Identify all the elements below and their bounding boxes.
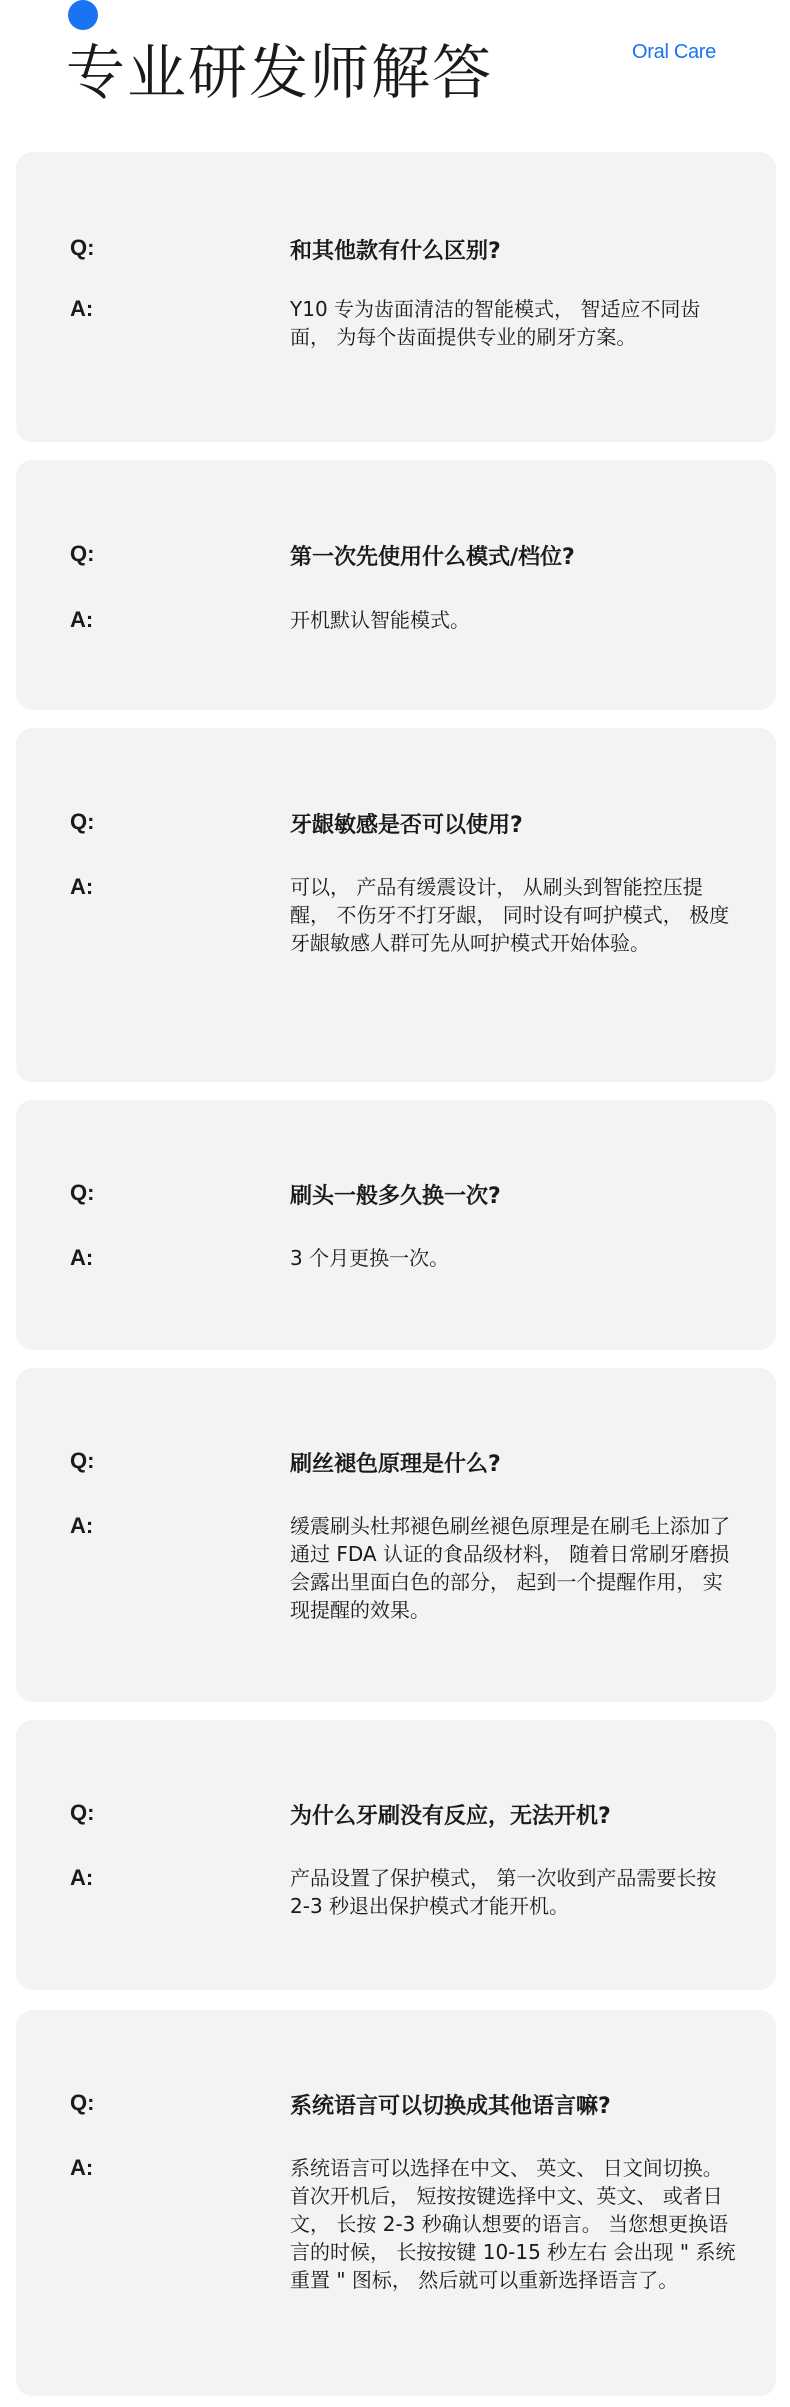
a-label: A:: [70, 2155, 94, 2180]
faq-answer: 缓震刷头杜邦褪色刷丝褪色原理是在刷毛上添加了通过 FDA 认证的食品级材料， 随着日常刷牙磨损会露出里面白色的部分， 起到一个提醒作用， 实现提醒的效果。: [290, 1514, 730, 1622]
brand-label: Oral Care: [632, 41, 716, 63]
faq-card-2: [16, 460, 776, 710]
faq-answer: 3 个月更换一次。: [290, 1246, 450, 1270]
faq-answer: 产品设置了保护模式， 第一次收到产品需要长按 2-3 秒退出保护模式才能开机。: [290, 1866, 717, 1918]
a-label: A:: [70, 296, 94, 321]
q-label: Q:: [70, 809, 95, 834]
faq-answer: 系统语言可以选择在中文、 英文、 日文间切换。 首次开机后， 短按按键选择中文、英文、 或者日文， 长按 2-3 秒确认想要的语言。 当您想更换语言的时候， 长按按键 10-15 秒左右 会出现 " 系统重置 " 图标， 然后就可以重新选择语言了。: [290, 2156, 736, 2292]
faq-card-7: [16, 2010, 776, 2396]
q-label: Q:: [70, 2090, 95, 2115]
blue-dot-icon: [68, 0, 98, 30]
a-label: A:: [70, 607, 94, 632]
q-label: Q:: [70, 541, 95, 566]
a-label: A:: [70, 1513, 94, 1538]
q-label: Q:: [70, 1800, 95, 1825]
faq-question: 为什么牙刷没有反应，无法开机?: [290, 1804, 611, 1829]
faq-question: 第一次先使用什么模式/档位?: [290, 545, 575, 570]
faq-answer: 开机默认智能模式。: [290, 608, 470, 632]
faq-card-6: [16, 1720, 776, 1990]
q-label: Q:: [70, 1180, 95, 1205]
faq-question: 牙龈敏感是否可以使用?: [290, 813, 523, 838]
faq-card-1: [16, 152, 776, 442]
q-label: Q:: [70, 235, 95, 260]
faq-question: 刷头一般多久换一次?: [290, 1184, 501, 1209]
faq-card-4: [16, 1100, 776, 1350]
faq-card-3: [16, 728, 776, 1082]
a-label: A:: [70, 1245, 94, 1270]
faq-question: 刷丝褪色原理是什么?: [290, 1452, 501, 1477]
faq-question: 系统语言可以切换成其他语言嘛?: [290, 2094, 611, 2119]
faq-answer: 可以， 产品有缓震设计， 从刷头到智能控压提醒， 不伤牙不打牙龈， 同时设有呵护模式， 极度牙龈敏感人群可先从呵护模式开始体验。: [290, 875, 730, 955]
page-title: 专业研发师解答: [66, 38, 494, 107]
q-label: Q:: [70, 1448, 95, 1473]
faq-card-5: [16, 1368, 776, 1702]
a-label: A:: [70, 1865, 94, 1890]
faq-question: 和其他款有什么区别?: [290, 239, 501, 264]
faq-answer: Y10 专为齿面清洁的智能模式， 智适应不同齿面， 为每个齿面提供专业的刷牙方案。: [290, 297, 701, 349]
a-label: A:: [70, 874, 94, 899]
